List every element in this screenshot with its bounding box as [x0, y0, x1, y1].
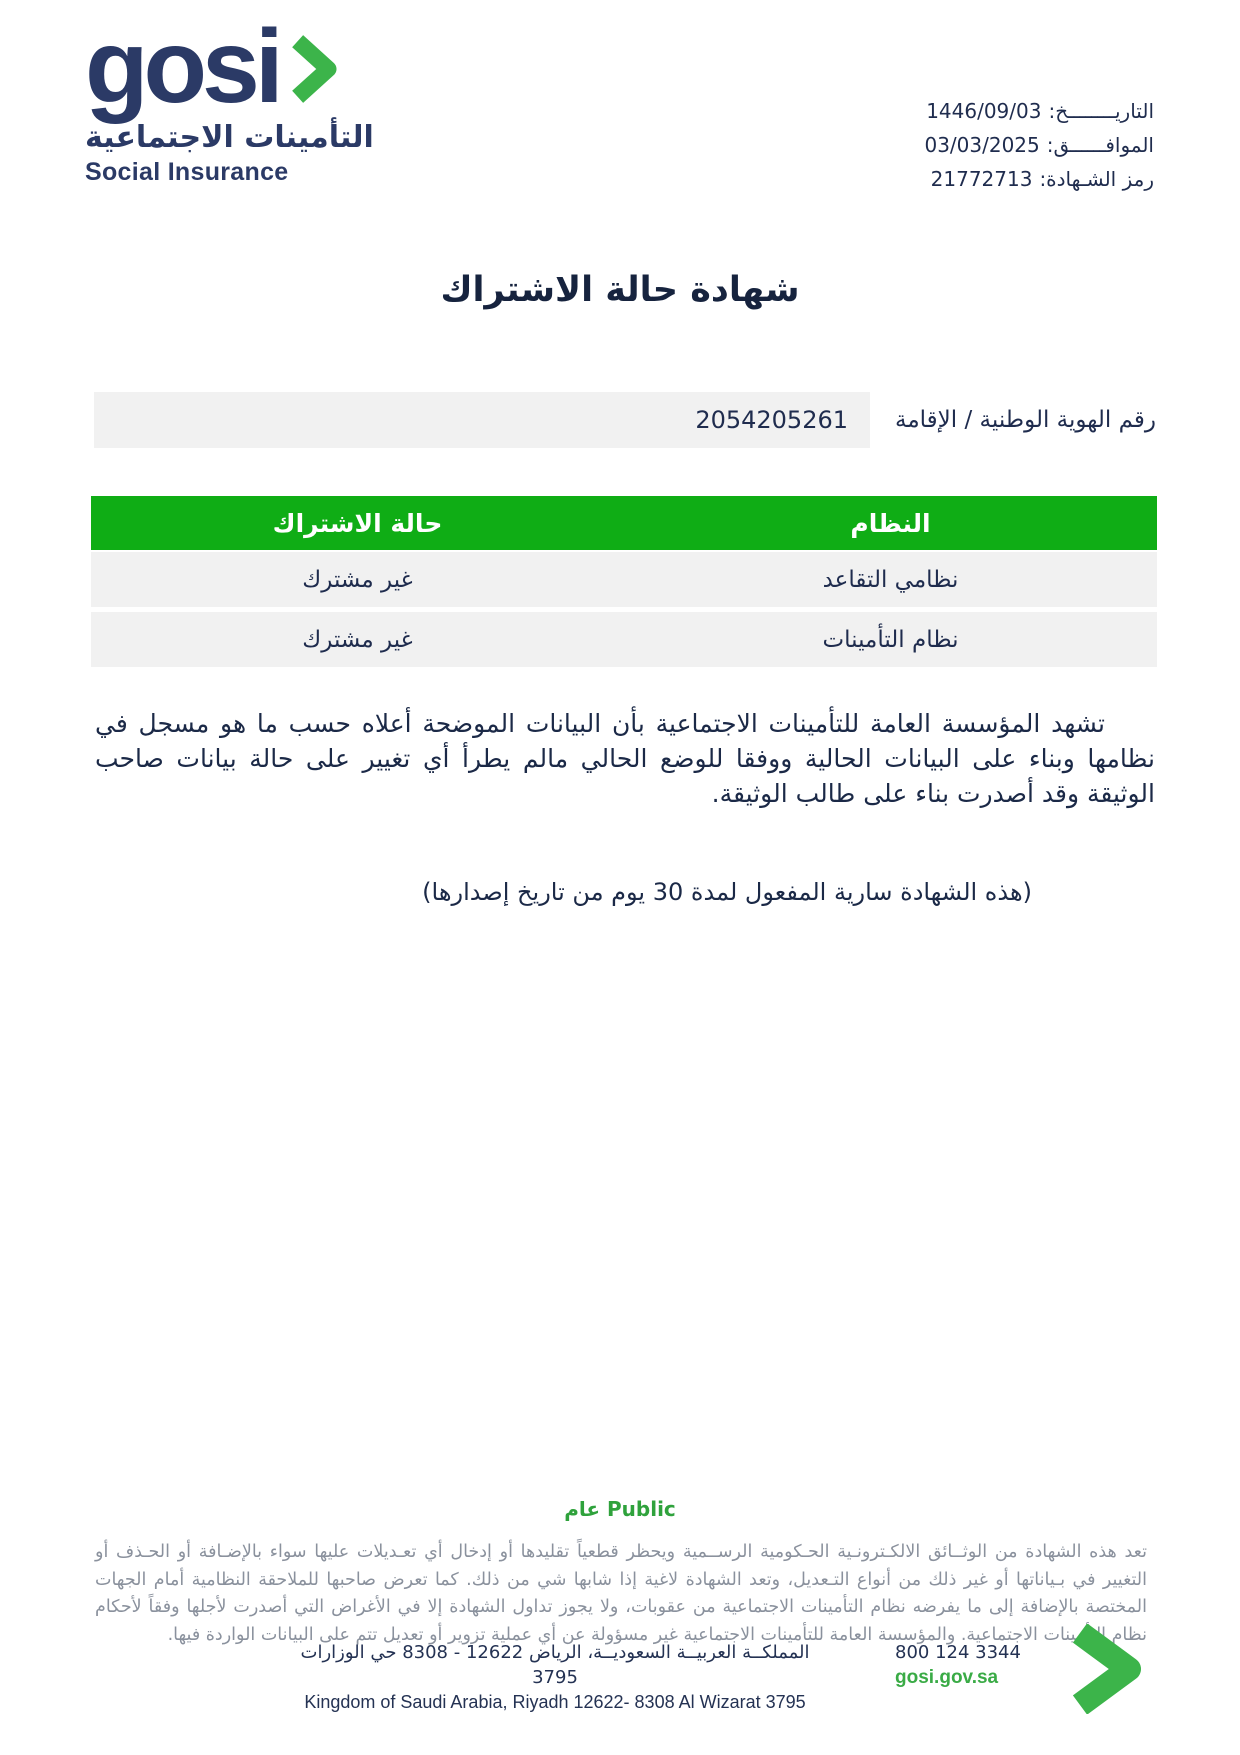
subscription-status-table: [91, 496, 1157, 667]
certificate-code-row: [924, 162, 1154, 196]
gosi-footer-chevron-icon: [1068, 1624, 1142, 1714]
gregorian-date-row: [924, 128, 1154, 162]
logo-arabic-name: التأمينات الاجتماعية: [85, 119, 374, 155]
website-url: gosi.gov.sa: [895, 1667, 999, 1688]
hijri-date-row: [924, 94, 1154, 128]
national-id-label: رقم الهوية الوطنية / الإقامة: [895, 407, 1156, 433]
table-header-status: حالة الاشتراك: [272, 508, 443, 538]
certificate-code-value: 21772713: [930, 167, 1033, 191]
logo-english-name: Social Insurance: [85, 157, 289, 186]
table-row: [91, 552, 1157, 607]
gosi-logo-row: [85, 9, 374, 125]
address-arabic: المملكــة العربيــة السعوديــة، الرياض 12622 - 8308 حي الوزارات 3795: [300, 1642, 810, 1688]
table-header-system: النظام: [850, 508, 931, 538]
table-cell-system: نظامي التقاعد: [822, 566, 959, 593]
certification-statement: تشهد المؤسسة العامة للتأمينات الاجتماعية بأن البيانات الموضحة أعلاه حسب ما هو مسجل في نظامها وبناء على البيانات الحالية ووفقا للوضع الحالي مالم يطرأ أي تغيير على حالة بيانات صاحب الوثيقة وقد أصدرت بناء على طالب الوثيقة.: [95, 709, 1155, 808]
national-id-row: [94, 392, 1156, 448]
table-row: [91, 612, 1157, 667]
certificate-meta: [924, 94, 1154, 196]
table-cell-status: غير مشترك: [302, 626, 413, 653]
table-header-row: [91, 496, 1157, 550]
contact-block: [895, 1640, 1021, 1690]
gosi-wordmark: gosi: [85, 9, 279, 125]
address-block: [300, 1640, 810, 1715]
gosi-logo: [85, 9, 374, 187]
gregorian-date-label: الموافــــــق:: [1046, 133, 1154, 157]
legal-disclaimer: تعد هذه الشهادة من الوثــائق الالكـترونـية الحـكومية الرســمية ويحظر قطعياً تقليدها أو إدخال أي تعـديلات عليها سواء بالإضـافة أو الحـذف أو التغيير في بـياناتها أو غير ذلك من أنواع التـعديل، وتعد الشهادة لاغية إذا شابها شي من ذلك. كما تعرض صاحبها للملاحقة النظامية أمام الجهات المختصة بالإضافة إلى ما يفرضه نظام التأمينات الاجتماعية من عقوبات، ولا يجوز تداول الشهادة إلا في الأغراض التي أصدرت لأجلها وفقاً لأحكام نظام التأمينات الاجتماعية. والمؤسسة العامة للتأمينات الاجتماعية غير مسؤولة عن أي عملية تزوير أو تعديل تتم على البيانات الواردة فيها.: [95, 1542, 1147, 1645]
classification-label: Public عام: [564, 1497, 676, 1521]
table-cell-status: غير مشترك: [302, 566, 413, 593]
gregorian-date-value: 03/03/2025: [924, 133, 1040, 157]
certificate-code-label: رمز الشـهادة:: [1039, 167, 1154, 191]
gosi-chevron-icon: [289, 34, 337, 104]
page-title: شهادة حالة الاشتراك: [440, 270, 800, 310]
hijri-date-value: 1446/09/03: [926, 99, 1042, 123]
national-id-value-box: [94, 392, 870, 448]
address-english: Kingdom of Saudi Arabia, Riyadh 12622- 8308 Al Wizarat 3795: [304, 1692, 806, 1712]
validity-note: (هذه الشهادة سارية المفعول لمدة 30 يوم من تاريخ إصدارها): [422, 878, 1032, 906]
phone-number: 800 124 3344: [895, 1642, 1021, 1663]
hijri-date-label: التاريــــــــخ:: [1048, 99, 1154, 123]
national-id-value: 2054205261: [695, 406, 849, 434]
table-cell-system: نظام التأمينات: [822, 626, 959, 653]
